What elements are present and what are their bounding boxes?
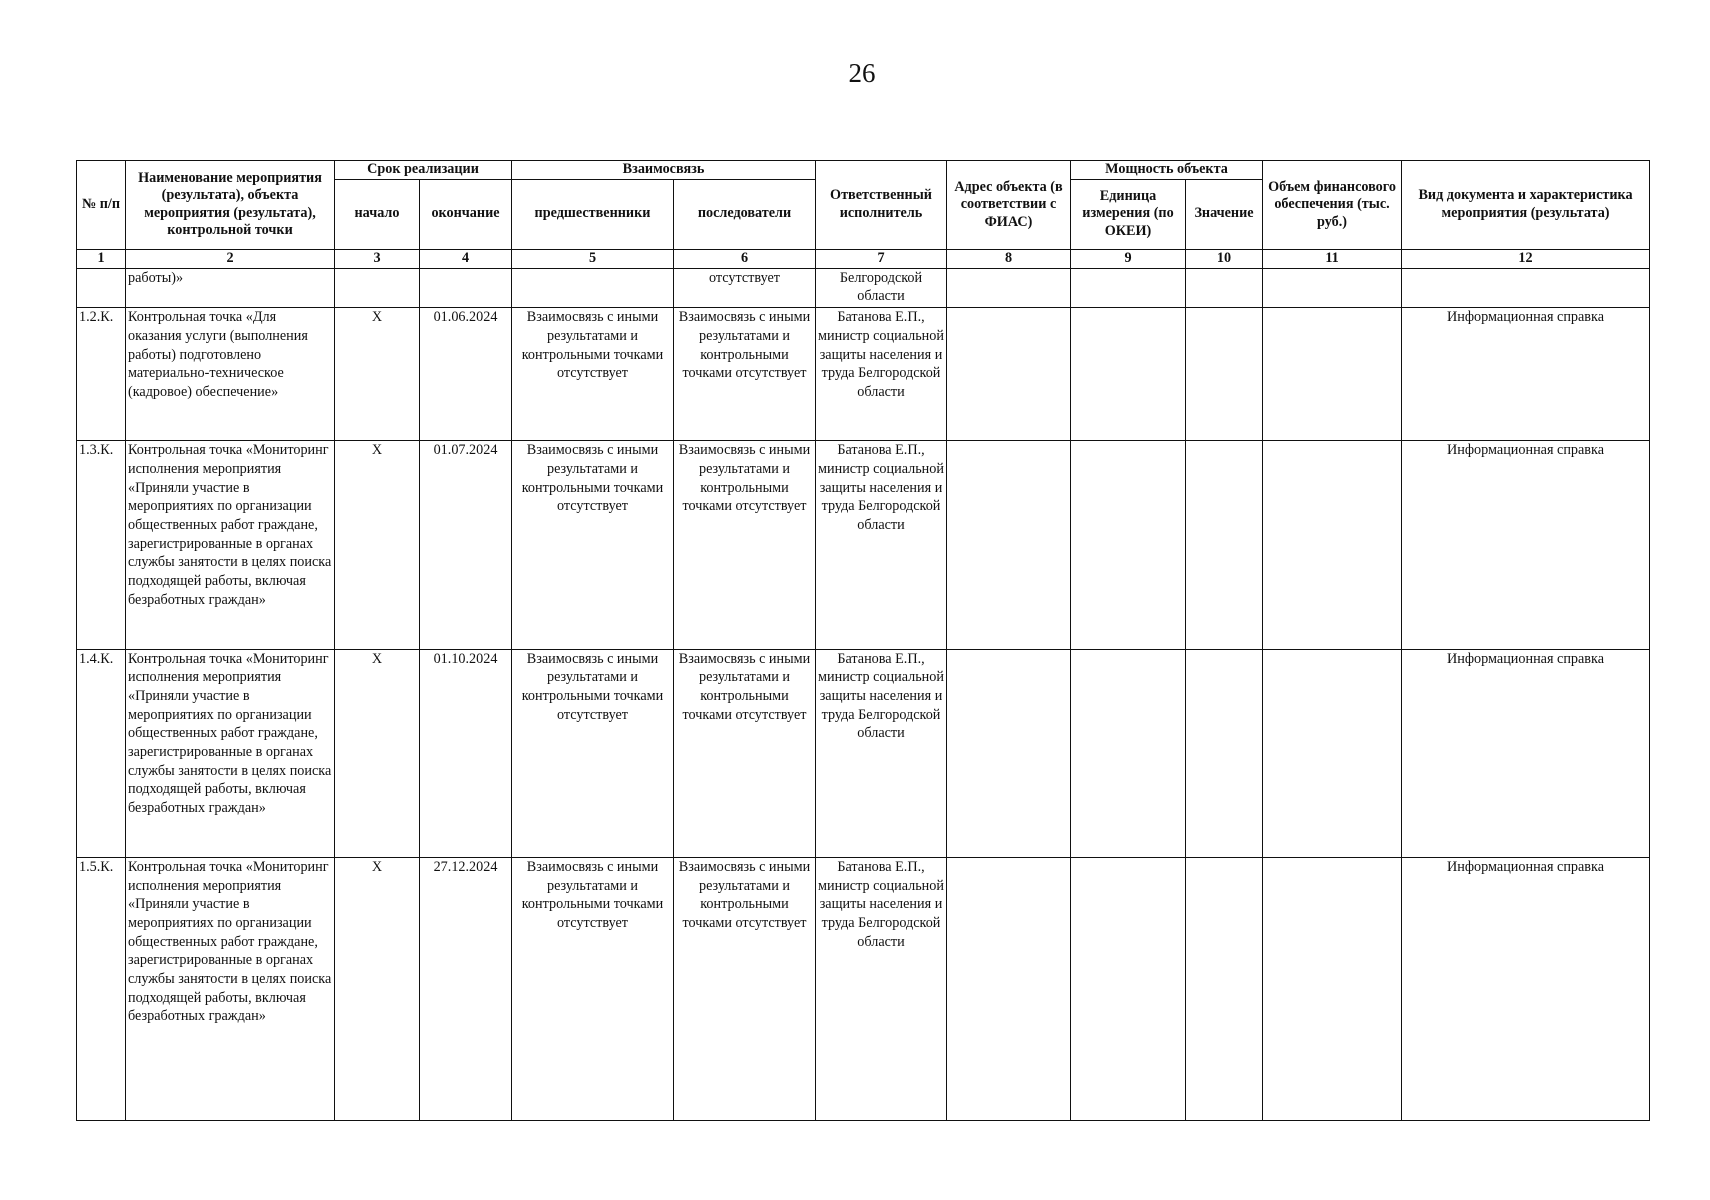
cell-next: Взаимосвязь с иными результатами и контрольными точками отсутствует [674,441,816,649]
cell-end: 01.10.2024 [420,649,512,857]
header-row-top [77,161,1650,180]
column-number: 10 [1186,249,1263,268]
cell-num: 1.3.К. [77,441,126,649]
cell-responsible: Белгородской области [816,268,947,308]
cell-next: Взаимосвязь с иными результатами и контрольными точками отсутствует [674,308,816,441]
cell-next: отсутствует [674,268,816,308]
cell-name: Контрольная точка «Мониторинг исполнения мероприятия «Приняли участие в мероприятиях по организации общественных работ граждане, зарегистрированные в органах службы занятости в целях поиска подходящей работы, включая безработных граждан» [126,441,335,649]
header-responsible: Ответственный исполнитель [816,161,947,250]
cell-doc: Информационная справка [1402,649,1650,857]
cell-address [947,441,1071,649]
cell-finance [1263,649,1402,857]
cell-finance [1263,308,1402,441]
column-number: 9 [1071,249,1186,268]
cell-prev: Взаимосвязь с иными результатами и контрольными точками отсутствует [512,649,674,857]
header-link-prev: предшественники [512,179,674,249]
cell-unit [1071,857,1186,1120]
cell-start: Х [335,857,420,1120]
cell-name: Контрольная точка «Мониторинг исполнения мероприятия «Приняли участие в мероприятиях по организации общественных работ граждане, зарегистрированные в органах службы занятости в целях поиска подходящей работы, включая безработных граждан» [126,649,335,857]
cell-value [1186,857,1263,1120]
cell-prev: Взаимосвязь с иными результатами и контрольными точками отсутствует [512,857,674,1120]
table-row [77,649,1650,857]
header-finance: Объем финансового обеспечения (тыс. руб.) [1263,161,1402,250]
plan-table [76,160,1650,1121]
cell-end [420,268,512,308]
cell-end: 01.07.2024 [420,441,512,649]
table-row-continuation [77,268,1650,308]
cell-responsible: Батанова Е.П., министр социальной защиты населения и труда Белгородской области [816,308,947,441]
column-number: 2 [126,249,335,268]
header-term-end: окончание [420,179,512,249]
cell-address [947,649,1071,857]
header-unit: Единица измерения (по ОКЕИ) [1071,179,1186,249]
table-row [77,857,1650,1120]
cell-finance [1263,857,1402,1120]
column-number: 11 [1263,249,1402,268]
cell-address [947,268,1071,308]
cell-responsible: Батанова Е.П., министр социальной защиты населения и труда Белгородской области [816,649,947,857]
cell-end: 01.06.2024 [420,308,512,441]
cell-finance [1263,441,1402,649]
cell-doc: Информационная справка [1402,441,1650,649]
header-address: Адрес объекта (в соответствии с ФИАС) [947,161,1071,250]
cell-start: Х [335,308,420,441]
column-number: 12 [1402,249,1650,268]
cell-next: Взаимосвязь с иными результатами и контрольными точками отсутствует [674,857,816,1120]
cell-start [335,268,420,308]
header-doc: Вид документа и характеристика мероприятия (результата) [1402,161,1650,250]
header-capacity: Мощность объекта [1071,161,1263,180]
cell-address [947,857,1071,1120]
header-num: № п/п [77,161,126,250]
cell-prev: Взаимосвязь с иными результатами и контрольными точками отсутствует [512,308,674,441]
cell-start: Х [335,649,420,857]
cell-num: 1.5.К. [77,857,126,1120]
column-number: 6 [674,249,816,268]
cell-start: Х [335,441,420,649]
column-number: 7 [816,249,947,268]
cell-unit [1071,649,1186,857]
cell-doc: Информационная справка [1402,308,1650,441]
column-number: 4 [420,249,512,268]
cell-end: 27.12.2024 [420,857,512,1120]
table-row [77,308,1650,441]
cell-name: Контрольная точка «Для оказания услуги (выполнения работы) подготовлено материально-техническое (кадровое) обеспечение» [126,308,335,441]
table-row [77,441,1650,649]
column-number: 1 [77,249,126,268]
cell-num [77,268,126,308]
cell-responsible: Батанова Е.П., министр социальной защиты населения и труда Белгородской области [816,857,947,1120]
cell-unit [1071,268,1186,308]
cell-value [1186,268,1263,308]
cell-finance [1263,268,1402,308]
column-number-row [77,249,1650,268]
column-number: 5 [512,249,674,268]
header-name: Наименование мероприятия (результата), объекта мероприятия (результата), контрольной точки [126,161,335,250]
cell-doc: Информационная справка [1402,857,1650,1120]
cell-value [1186,441,1263,649]
header-term: Срок реализации [335,161,512,180]
header-term-start: начало [335,179,420,249]
cell-name: Контрольная точка «Мониторинг исполнения мероприятия «Приняли участие в мероприятиях по организации общественных работ граждане, зарегистрированные в органах службы занятости в целях поиска подходящей работы, включая безработных граждан» [126,857,335,1120]
cell-address [947,308,1071,441]
cell-unit [1071,441,1186,649]
cell-num: 1.4.К. [77,649,126,857]
header-link-next: последователи [674,179,816,249]
cell-responsible: Батанова Е.П., министр социальной защиты населения и труда Белгородской области [816,441,947,649]
cell-name: работы)» [126,268,335,308]
cell-value [1186,649,1263,857]
cell-doc [1402,268,1650,308]
column-number: 3 [335,249,420,268]
column-number: 8 [947,249,1071,268]
cell-prev [512,268,674,308]
page-number: 26 [848,58,876,88]
cell-unit [1071,308,1186,441]
cell-prev: Взаимосвязь с иными результатами и контрольными точками отсутствует [512,441,674,649]
cell-next: Взаимосвязь с иными результатами и контрольными точками отсутствует [674,649,816,857]
header-link: Взаимосвязь [512,161,816,180]
header-value: Значение [1186,179,1263,249]
cell-value [1186,308,1263,441]
cell-num: 1.2.К. [77,308,126,441]
